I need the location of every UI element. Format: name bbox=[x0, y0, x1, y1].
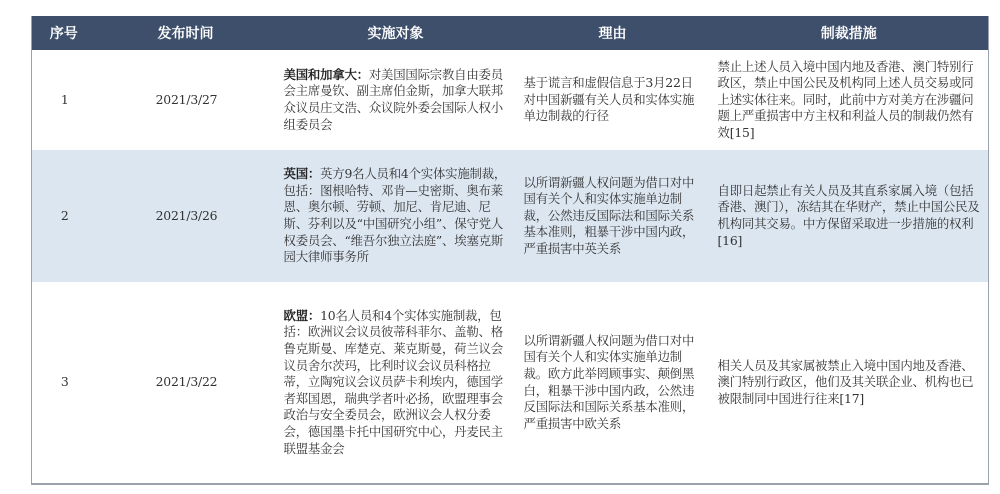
target-text: 对美国国际宗教自由委员会主席曼钦、副主席伯金斯，加拿大联邦众议员庄文浩、众议院外委会国际人权小组委员会 bbox=[283, 66, 503, 132]
target-label: 英国： bbox=[283, 166, 321, 182]
cell-measures: 自即日起禁止有关人员及其直系家属入境（包括香港、澳门），冻结其在华财产，禁止中国公民及机构同其交易。中方保留采取进一步措施的权利[16] bbox=[710, 150, 989, 282]
header-date: 发布时间 bbox=[96, 16, 276, 50]
cell-number: 3 bbox=[60, 374, 69, 390]
cell-measures: 禁止上述人员入境中国内地及香港、澳门特别行政区，禁止中国公民及机构同上述人员交易或同上述实体往来。同时，此前中方对美方在涉疆问题上严重损害中方主权和利益人员的制裁仍然有效[15] bbox=[717, 58, 974, 140]
cell-date: 2021/3/27 bbox=[155, 91, 218, 107]
cell-number: 1 bbox=[60, 91, 69, 107]
target-label: 欧盟： bbox=[283, 307, 321, 323]
header-measures: 制裁措施 bbox=[710, 16, 989, 50]
table-row bbox=[32, 150, 989, 282]
cell-reason: 以所谓新疆人权问题为借口对中国有关个人和实体实施单边制裁。欧方此举罔顾事实、颠倒黑白，粗暴干涉中国内政，公然违反国际法和国际关系基本准则，严重损害中欧关系 bbox=[523, 332, 695, 431]
cell-target bbox=[276, 150, 516, 282]
header-reason: 理由 bbox=[516, 16, 710, 50]
table-header-row bbox=[32, 16, 989, 50]
target-text: 英方9名人员和4个实体实施制裁，包括：图根哈特、邓肯—史密斯、奥布莱恩、奥尔顿、劳顿、加尼、肯尼迪、尼斯、芬利以及“中国研究小组”、保守党人权委员会、“维吾尔独立法庭”、埃塞克斯园大律师事务所 bbox=[283, 166, 507, 265]
target-text: 10名人员和4个实体实施制裁，包括：欧洲议会议员彼蒂科菲尔、盖勒、格鲁克斯曼、库楚克、莱克斯曼，荷兰议会议员舍尔茨玛，比利时议会议员科格拉蒂，立陶宛议会议员萨卡利埃内，德国学者郑国恩，瑞典学者叶必扬，欧盟理事会政治与安全委员会，欧洲议会人权分委会，德国墨卡托中国研究中心，丹麦民主联盟基金会 bbox=[283, 307, 503, 456]
header-target: 实施对象 bbox=[276, 16, 516, 50]
header-number: 序号 bbox=[32, 16, 96, 50]
cell-measures: 相关人员及其家属被禁止入境中国内地及香港、澳门特别行政区，他们及其关联企业、机构也已被限制同中国进行往来[17] bbox=[717, 357, 974, 406]
table-row bbox=[32, 50, 989, 150]
cell-date: 2021/3/26 bbox=[96, 150, 276, 282]
cell-reason: 以所谓新疆人权问题为借口对中国有关个人和实体实施单边制裁，公然违反国际法和国际关系基本准则，粗暴干涉中国内政，严重损害中英关系 bbox=[516, 150, 710, 282]
cell-reason: 基于谎言和虚假信息于3月22日对中国新疆有关人员和实体实施单边制裁的行径 bbox=[523, 75, 695, 124]
cell-target bbox=[276, 50, 516, 150]
sanctions-table bbox=[31, 16, 989, 485]
cell-number: 2 bbox=[32, 150, 96, 282]
table-row bbox=[32, 282, 989, 484]
cell-target bbox=[276, 282, 516, 484]
target-label: 美国和加拿大： bbox=[283, 66, 369, 82]
cell-date: 2021/3/22 bbox=[155, 374, 218, 390]
